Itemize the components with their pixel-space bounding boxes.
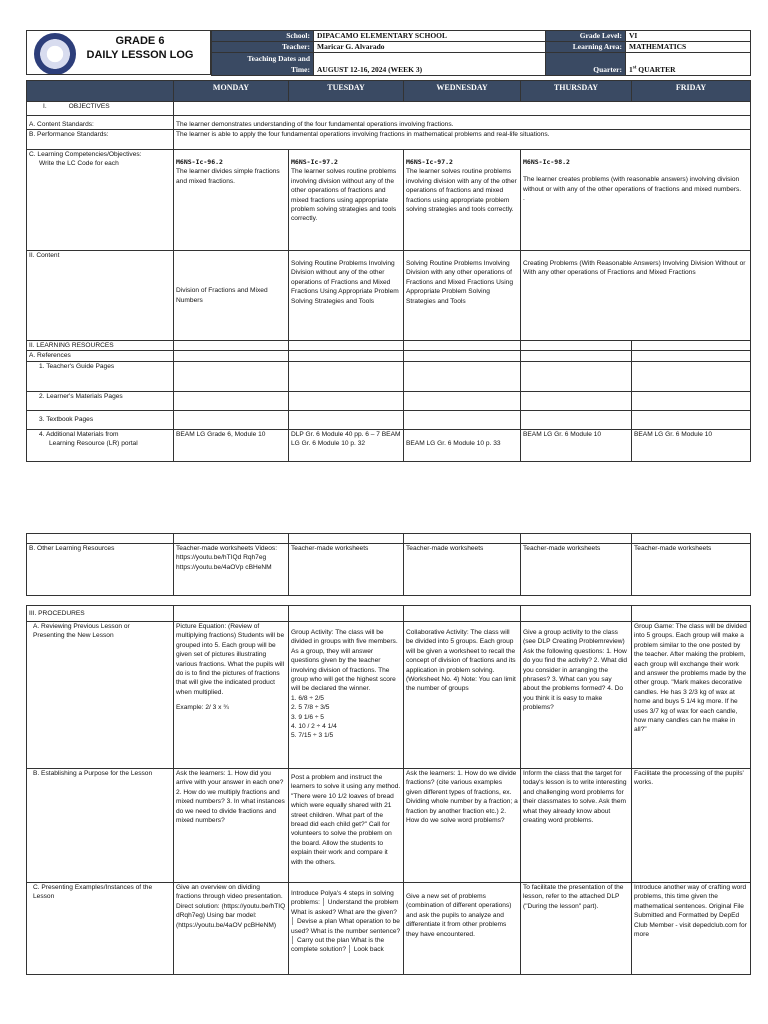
objectives-blank <box>174 102 751 116</box>
competency-wednesday <box>404 150 521 251</box>
blank-cell <box>404 534 521 544</box>
performance-standards-label: B. Performance Standards: <box>27 130 174 150</box>
procedure-a-tuesday-item-2: 2. 5 7/8 ÷ 3/5 <box>291 704 330 712</box>
title-line-1: GRADE 6 <box>115 35 165 47</box>
lm-row <box>27 391 751 410</box>
code-thursday: M6NS-Ic-98.2 <box>523 158 570 166</box>
blank-cell <box>174 391 289 410</box>
other-resources-friday: Teacher-made worksheets <box>632 544 751 596</box>
title-line-2: DAILY LESSON LOG <box>86 49 194 61</box>
other-resources-label: B. Other Learning Resources <box>27 544 174 596</box>
procedure-b-thursday: Inform the class that the target for today's lesson is to write interesting and challenging word problems for their classmates to solve. Ask them what they already know about creating word problems. <box>521 769 632 883</box>
procedure-b-wednesday: Ask the learners: 1. How do we divide fractions? (cite various examples given different types of fractions, ex. Dividing whole number by a fraction; a fraction by another fraction etc.) 2. How do we solve word problems? <box>404 769 521 883</box>
day-thursday: THURSDAY <box>521 81 632 102</box>
school-label: School: <box>212 31 314 42</box>
blank-cell <box>404 341 521 351</box>
content-label: II. Content <box>27 251 174 341</box>
blank-cell <box>174 410 289 429</box>
blank-cell <box>632 351 751 361</box>
procedure-b-tuesday: Post a problem and instruct the learners to solve it using any method. "There were 10 1/2 loaves of bread which were equally shared with 21 street children. What part of the bread did each child get?" Call for volunteers to solve the problem on the board. Allow the students to explain their work and compare it with the others. <box>289 769 404 883</box>
blank-cell <box>632 341 751 351</box>
quarter-text: QUARTER <box>636 65 676 74</box>
procedure-c-tuesday: Introduce Polya's 4 steps in solving problems: │ Understand the problem What is asked? What are the given? │ Devise a plan What operation to be used? What is the number sentence? │ Carry out the plan What is the complete solution? │ Look back <box>289 883 404 975</box>
performance-standards-value: The learner is able to apply the four fundamental operations involving fractions in mathematical problems and real-life situations. <box>174 130 751 150</box>
blank-cell <box>404 351 521 361</box>
procedure-a-monday <box>174 622 289 769</box>
additional-row <box>27 429 751 461</box>
other-resources-table <box>26 533 751 596</box>
procedure-c-label: C. Presenting Examples/Instances of the Lesson <box>27 883 174 975</box>
content-standards-row <box>27 116 751 130</box>
blank-cell <box>174 341 289 351</box>
blank-cell <box>521 534 632 544</box>
competency-text-thursday: The learner creates problems (with reasonable answers) involving division without or with any of the other operations of fractions and mixed numbers. <box>523 176 742 193</box>
blank-cell <box>174 606 289 622</box>
procedure-a-tuesday-item-5: 5. 7/15 ÷ 3 1/5 <box>291 732 334 740</box>
procedures-table <box>26 605 751 975</box>
competencies-label <box>27 150 174 251</box>
blank-cell <box>404 391 521 410</box>
competencies-title: C. Learning Competencies/Objectives: <box>29 151 142 158</box>
additional-wednesday: BEAM LG Gr. 6 Module 10 p. 33 <box>404 429 521 461</box>
quarter-value <box>626 53 751 76</box>
procedures-heading-row <box>27 606 751 622</box>
other-resources-thursday: Teacher-made worksheets <box>521 544 632 596</box>
tb-row <box>27 410 751 429</box>
quarter-suffix: st <box>632 65 637 71</box>
objectives-heading <box>27 102 174 116</box>
day-header-blank <box>27 81 174 102</box>
references-label: A. References <box>27 351 174 361</box>
blank-cell <box>404 410 521 429</box>
code-tuesday: M6NS-Ic-97.2 <box>291 158 338 166</box>
additional-label-line1: 4. Additional Materials from <box>39 430 119 438</box>
additional-tuesday: DLP Gr. 6 Module 40 pp. 6 – 7 BEAM LG Gr. 6 Module 10 p. 32 <box>289 429 404 461</box>
content-thursday-friday: Creating Problems (With Reasonable Answers) Involving Division Without or With any other operations of Fractions and Mixed Fractions <box>521 251 751 341</box>
procedure-a-thursday: Give a group activity to the class (see DLP Creating Problemreview) Ask the following questions: 1. How do you find the activity? 2. What did you consider in arranging the phrases? 3. What can you say about the problems formed? 4. Do you think it is easy to make problems? <box>521 622 632 769</box>
procedures-heading: III. PROCEDURES <box>27 606 174 622</box>
blank-cell <box>521 361 632 391</box>
additional-thursday: BEAM LG Gr. 6 Module 10 <box>521 429 632 461</box>
teaching-dates-value: AUGUST 12-16, 2024 (WEEK 3) <box>314 53 546 76</box>
day-tuesday: TUESDAY <box>289 81 404 102</box>
procedure-c-monday: Give an overview on dividing fractions through video presentation. Direct solution: (https://youtu.be/hTIQ dRqh7eg) Using bar model: (https://youtu.be/4aOV pcBHeNM) <box>174 883 289 975</box>
references-row <box>27 351 751 361</box>
blank-cell <box>521 410 632 429</box>
competency-dot: . <box>523 195 525 203</box>
blank-cell <box>289 410 404 429</box>
blank-cell <box>289 361 404 391</box>
lm-label: 2. Learner's Materials Pages <box>27 391 174 410</box>
header-info-table <box>211 30 751 76</box>
blank-cell <box>632 391 751 410</box>
other-resources-row <box>27 544 751 596</box>
content-standards-label: A. Content Standards: <box>27 116 174 130</box>
school-value: DIPACAMO ELEMENTARY SCHOOL <box>314 31 546 42</box>
blank-cell <box>521 606 632 622</box>
learning-area-label: Learning Area: <box>546 42 626 53</box>
procedure-a-row <box>27 622 751 769</box>
competency-thursday-friday <box>521 150 751 251</box>
teaching-dates-label-line1: Teaching Dates and <box>247 54 310 63</box>
tg-row <box>27 361 751 391</box>
procedure-a-monday-text: Picture Equation: (Review of multiplying fractions) Students will be grouped into 5. Each group will be given set of pictures illustrating various fractions. What the pupils will do is to find the pictures of fractions that will give the indicated product when multiplied. <box>176 623 285 696</box>
procedure-c-friday: Introduce another way of crafting word problems, this time given the mathematical sentences. Original File Submitted and Formatted by DepEd Club Member - visit depedclub.com for more <box>632 883 751 975</box>
content-standards-value: The learner demonstrates understanding of the four fundamental operations involving fractions. <box>174 116 751 130</box>
procedure-a-monday-example: Example: 2/ 3 x ¾ <box>176 704 229 712</box>
blank-cell <box>289 341 404 351</box>
competency-text-monday: The learner divides simple fractions and mixed fractions. <box>176 168 280 185</box>
day-header-row <box>27 81 751 102</box>
quarter-label: Quarter: <box>546 53 626 76</box>
teaching-dates-label <box>212 53 314 76</box>
other-resources-tuesday: Teacher-made worksheets <box>289 544 404 596</box>
procedure-a-tuesday <box>289 622 404 769</box>
blank-cell <box>521 341 632 351</box>
content-wednesday: Solving Routine Problems Involving Division with any other operations of Fractions and Mixed Fractions Using Appropriate Problem Solving Strategies and Tools <box>404 251 521 341</box>
procedure-a-tuesday-item-1: 1. 6/8 ÷ 2/5 <box>291 694 324 702</box>
grade-level-label: Grade Level: <box>546 31 626 42</box>
competency-monday <box>174 150 289 251</box>
code-wednesday: M6NS-Ic-97.2 <box>406 158 453 166</box>
additional-label-line2: Learning Resource (LR) portal <box>49 440 138 448</box>
procedure-a-label: A. Reviewing Previous Lesson or Presenting the New Lesson <box>27 622 174 769</box>
learning-area-value: MATHEMATICS <box>626 42 751 53</box>
additional-label <box>27 429 174 461</box>
procedure-c-wednesday: Give a new set of problems (combination of different operations) and ask the pupils to analyze and differentiate it from other problems they have encountered. <box>404 883 521 975</box>
other-resources-monday: Teacher-made worksheets Videos: https://youtu.be/hTIQd Rqh7eg https://youtu.be/4aOVp cBHeNM <box>174 544 289 596</box>
competencies-sub: Write the LC Code for each <box>39 160 119 168</box>
quarter-number: 1 <box>629 65 633 74</box>
day-monday: MONDAY <box>174 81 289 102</box>
procedure-b-row <box>27 769 751 883</box>
teacher-value: Maricar G. Alvarado <box>314 42 546 53</box>
procedure-a-tuesday-text: Group Activity: The class will be divided in groups with five members. As a group, they will answer questions given by the teacher involving division of fractions. The group who will get the highest score will be declared the winner. <box>291 629 398 693</box>
blank-cell <box>632 606 751 622</box>
performance-standards-row <box>27 130 751 150</box>
teaching-dates-label-line2: Time: <box>290 65 310 74</box>
blank-cell <box>289 391 404 410</box>
procedure-b-monday: Ask the learners: 1. How did you arrive with your answer in each one? 2. How do we multiply fractions and mixed numbers? 3. In what instances do we need to divide fractions and mixed numbers? <box>174 769 289 883</box>
blank-cell <box>404 361 521 391</box>
procedure-a-friday: Group Game: The class will be divided into 5 groups. Each group will make a problem similar to the one posted by the teacher. After making the problem, each group will exchange their work and answer the problems made by the other group. "Mark makes decorative candles. He has 3 2/3 kg of wax at home and buys 5 1/4 kg more. If he uses 3/7 kg of wax for each candle, how many candles can he make in all?" <box>632 622 751 769</box>
blank-cell <box>521 351 632 361</box>
blank-cell <box>289 606 404 622</box>
content-tuesday: Solving Routine Problems Involving Division without any of the other operations of Fractions and Mixed Fractions Using Appropriate Problem Solving Strategies and Tools <box>289 251 404 341</box>
competencies-row <box>27 150 751 251</box>
blank-cell <box>174 534 289 544</box>
other-resources-wednesday: Teacher-made worksheets <box>404 544 521 596</box>
procedure-c-row <box>27 883 751 975</box>
content-row <box>27 251 751 341</box>
blank-cell <box>404 606 521 622</box>
competency-text-tuesday: The learner solves routine problems involving division without any of the other operations of fractions and mixed fractions using appropriate problem solving strategies and tools correctly. <box>291 168 397 223</box>
spacer-row <box>27 534 751 544</box>
blank-cell <box>632 534 751 544</box>
competency-text-wednesday: The learner solves routine problems involving division with any of the other operations of fractions and mixed fractions using appropriate problem solving strategies and tools correctly. <box>406 168 517 214</box>
procedure-b-label: B. Establishing a Purpose for the Lesson <box>27 769 174 883</box>
content-monday: Division of Fractions and Mixed Numbers <box>174 251 289 341</box>
procedure-a-tuesday-item-4: 4. 10 / 2 ÷ 4 1/4 <box>291 723 337 731</box>
objectives-num: I. <box>43 103 47 110</box>
blank-cell <box>632 410 751 429</box>
teacher-label: Teacher: <box>212 42 314 53</box>
blank-cell <box>174 351 289 361</box>
procedure-b-friday: Facilitate the processing of the pupils' works. <box>632 769 751 883</box>
code-monday: M6NS-Ic-96.2 <box>176 158 223 166</box>
procedure-a-wednesday: Collaborative Activity: The class will be divided into 5 groups. Each group will be given a worksheet to recall the concept of division of fractions and its application in problem solving. (Worksheet No. 4) Note: You can limit the number of groups <box>404 622 521 769</box>
day-friday: FRIDAY <box>632 81 751 102</box>
title-box <box>26 30 211 75</box>
lesson-log-table <box>26 80 751 462</box>
procedure-c-thursday: To facilitate the presentation of the lesson, refer to the attached DLP ("During the lesson" part). <box>521 883 632 975</box>
blank-cell <box>632 361 751 391</box>
objectives-title: OBJECTIVES <box>68 103 110 110</box>
blank-cell <box>289 351 404 361</box>
day-wednesday: WEDNESDAY <box>404 81 521 102</box>
blank-cell <box>521 391 632 410</box>
tg-label: 1. Teacher's Guide Pages <box>27 361 174 391</box>
grade-level-value: VI <box>626 31 751 42</box>
tb-label: 3. Textbook Pages <box>27 410 174 429</box>
additional-monday: BEAM LG Grade 6, Module 10 <box>174 429 289 461</box>
blank-cell <box>289 534 404 544</box>
objectives-row <box>27 102 751 116</box>
blank-cell <box>174 361 289 391</box>
additional-friday: BEAM LG Gr. 6 Module 10 <box>632 429 751 461</box>
resources-row <box>27 341 751 351</box>
blank-cell <box>27 534 174 544</box>
procedure-a-tuesday-item-3: 3. 9 1/6 ÷ 5 <box>291 713 324 721</box>
competency-tuesday <box>289 150 404 251</box>
resources-heading: II. LEARNING RESOURCES <box>27 341 174 351</box>
